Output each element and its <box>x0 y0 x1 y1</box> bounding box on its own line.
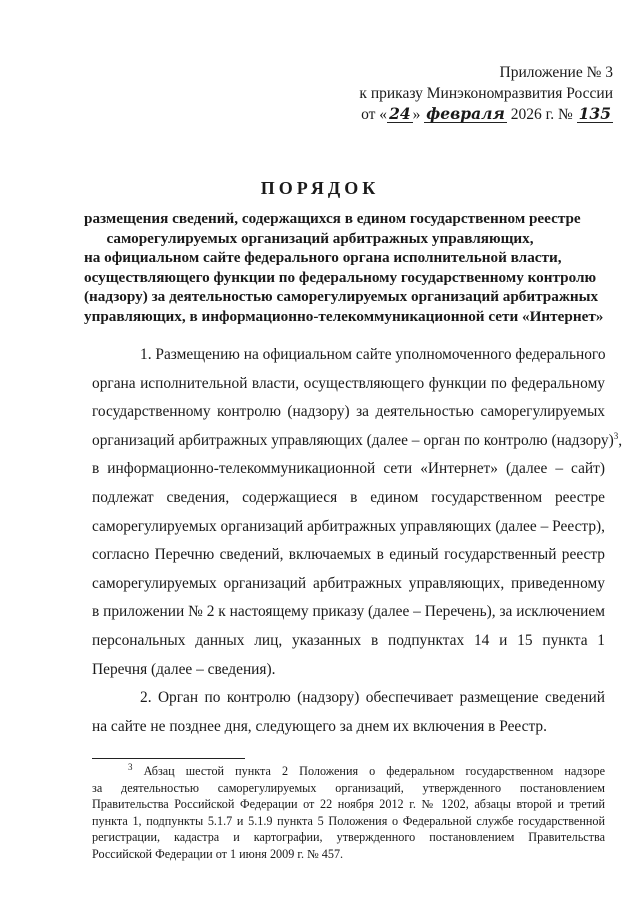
footnote-line: пункта 1, подпункты 5.1.7 и 5.1.9 пункта 5 Положения о Федеральной службе государственной <box>92 813 605 828</box>
date-quote-close: » <box>412 106 421 123</box>
handwritten-month: февраля <box>426 104 505 123</box>
footnote <box>92 763 605 862</box>
subtitle-line: (надзору) за деятельностью саморегулируемых организаций арбитражных <box>84 288 599 306</box>
appendix-header <box>359 62 613 125</box>
footnote-line: за деятельностью саморегулируемых организаций, утвержденного постановлением <box>92 780 605 795</box>
date-prefix: от « <box>361 106 388 123</box>
footnote-marker: 3 <box>128 761 133 772</box>
footnote-line: Российской Федерации от 1 июня 2009 г. № 457. <box>92 846 344 861</box>
subtitle-line: размещения сведений, содержащихся в едином государственном реестре <box>84 210 581 227</box>
body-line: Перечня (далее – сведения). <box>92 660 276 678</box>
body-line: персональных данных лиц, указанных в подпунктах 14 и 15 пункта 1 <box>92 631 605 649</box>
year-text: 2026 г. № <box>510 106 573 123</box>
body-line: в приложении № 2 к настоящему приказу (далее – Перечень), за исключением <box>92 603 605 621</box>
subtitle-line: управляющих, в информационно-телекоммуникационной сети «Интернет» <box>84 307 604 325</box>
appendix-order-ref: к приказу Минэкономразвития России <box>359 85 613 102</box>
body-line-with-footnote <box>92 427 623 456</box>
footnote-separator <box>92 758 245 759</box>
body-line: согласно Перечню сведений, включаемых в единый государственный реестр <box>92 546 605 564</box>
appendix-title: Приложение № 3 <box>499 64 613 81</box>
paragraph-1 <box>92 341 623 684</box>
footnote-line: Правительства Российской Федерации от 22 ноября 2012 г. № 1202, абзацы второй и третий <box>92 797 605 811</box>
body-line-text: организаций арбитражных управляющих (далее – орган по контролю (надзору) <box>92 431 614 449</box>
subtitle-line: на официальном сайте федерального органа исполнительной власти, <box>84 249 562 267</box>
document-heading: ПОРЯДОК <box>260 178 380 198</box>
body-line: саморегулируемых организаций арбитражных управляющих, приведенному <box>92 574 605 592</box>
footnote-line: регистрации, кадастра и картографии, утвержденного постановлением Правительства <box>92 830 605 844</box>
paragraph-2 <box>92 684 605 741</box>
body-line: 1. Размещению на официальном сайте уполномоченного федерального <box>140 346 606 363</box>
subtitle-line: осуществляющего функции по федеральному государственному контролю <box>84 268 597 286</box>
document-subtitle <box>84 209 604 327</box>
body-line: органа исполнительной власти, осуществляющего функции по федеральному <box>92 374 605 392</box>
body-line-tail: , <box>618 431 623 449</box>
handwritten-number: 135 <box>578 104 611 123</box>
footnote-line-text: Абзац шестой пункта 2 Положения о федеральном государственном надзоре <box>143 764 606 778</box>
subtitle-line: саморегулируемых организаций арбитражных управляющих, <box>106 229 534 247</box>
handwritten-day: 24 <box>389 104 411 123</box>
appendix-date-line <box>359 104 613 125</box>
document-body <box>92 341 623 741</box>
footnote-reference[interactable]: 3 <box>613 430 619 441</box>
body-line: государственному контролю (надзору) за деятельностью саморегулируемых <box>92 403 605 421</box>
body-line: саморегулируемых организаций арбитражных управляющих (далее – Реестр), <box>92 517 605 535</box>
body-line: в информационно-телекоммуникационной сети «Интернет» (далее – сайт) <box>92 460 605 478</box>
footnote-line <box>92 763 605 780</box>
body-line: 2. Орган по контролю (надзору) обеспечивает размещение сведений <box>140 689 605 707</box>
body-line: на сайте не позднее дня, следующего за днем их включения в Реестр. <box>92 717 547 735</box>
body-line: подлежат сведения, содержащиеся в едином государственном реестре <box>92 488 605 506</box>
